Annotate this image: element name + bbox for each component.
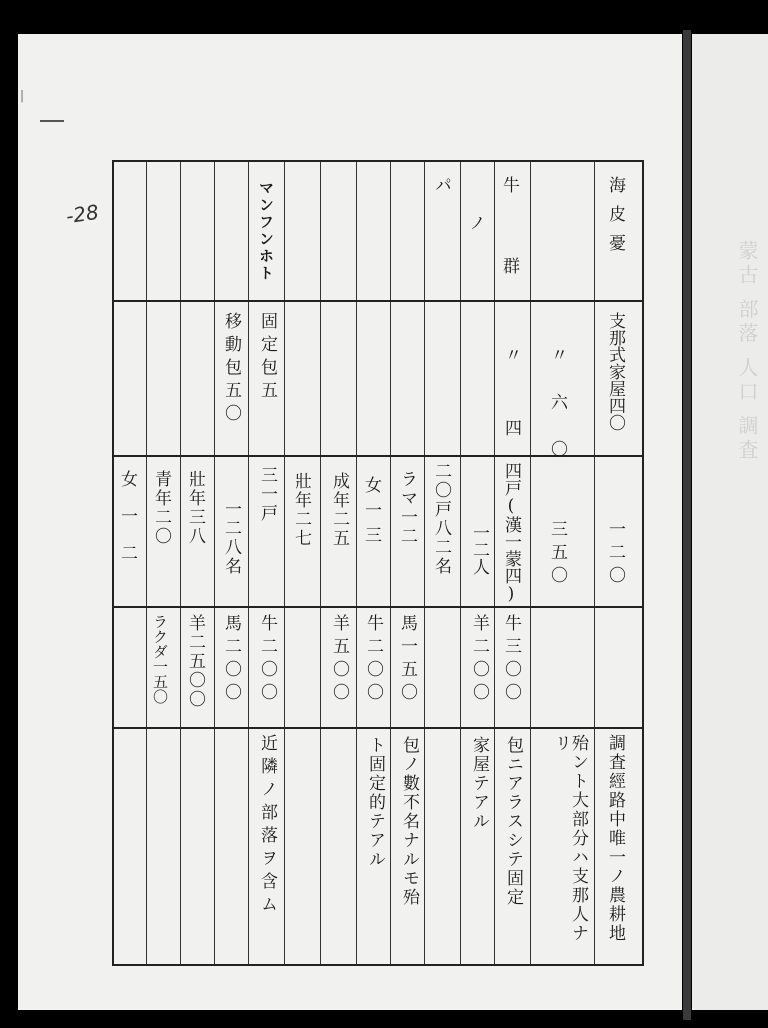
cell-livestock: 馬一五〇	[397, 614, 417, 706]
cell-population: 壯年三八	[185, 470, 205, 546]
cell-population: 一二八名	[221, 500, 241, 576]
cell-remarks: 近隣ノ部落ヲ含ム	[257, 734, 277, 918]
column-divider	[424, 162, 425, 964]
cell-dwelling: 支那式家屋四〇	[605, 312, 625, 431]
cell-population: 女一三	[361, 476, 381, 551]
cell-population: ラマ一二	[397, 470, 417, 546]
cell-population: 成年二五	[329, 472, 349, 548]
cell-population: 二〇戸八二名	[431, 462, 451, 576]
cell-remarks: 調査經路中唯一ノ農耕地	[605, 734, 625, 943]
column-divider	[180, 162, 181, 964]
cell-livestock: 牛二〇〇	[257, 614, 277, 706]
cell-remarks: ト固定的テアル	[365, 736, 385, 869]
row-divider	[112, 727, 644, 729]
cell-livestock: 馬二〇〇	[221, 614, 241, 706]
column-divider	[214, 162, 215, 964]
book-spine	[683, 30, 691, 1020]
cell-remarks: 家屋テアル	[469, 736, 489, 831]
page-number: -28	[64, 199, 101, 229]
cell-livestock: 羊二〇〇	[469, 614, 489, 706]
cell-livestock: 牛三〇〇	[501, 614, 521, 706]
cell-remarks: 包ニアラスシテ固定	[503, 736, 523, 907]
cell-dwelling: 固定包五	[257, 312, 277, 404]
cell-dwelling: 〃六〇	[547, 346, 567, 487]
facing-page-edge	[692, 34, 768, 1010]
cell-population: 一二人	[469, 524, 489, 575]
cell-population: 青年二〇	[151, 470, 171, 546]
cell-livestock: 羊五〇〇	[329, 614, 349, 706]
column-divider	[594, 162, 595, 964]
column-divider	[284, 162, 285, 964]
column-divider	[356, 162, 357, 964]
cell-remarks: 包ノ數不名ナルモ殆	[399, 736, 419, 907]
cell-names: パ	[431, 176, 451, 193]
column-divider	[320, 162, 321, 964]
cell-livestock: 羊二五〇〇	[185, 614, 205, 709]
cell-livestock: ラクダ一五〇	[151, 614, 169, 704]
cell-population: 壯年二七	[291, 472, 311, 548]
cell-remarks: 殆ント大部分ハ支那人ナリ	[551, 734, 588, 943]
cell-population: 三一戸	[257, 466, 277, 523]
row-divider	[112, 300, 644, 302]
cell-names: ノ	[465, 214, 485, 231]
margin-mark	[40, 120, 64, 122]
bleed-through-text: 蒙古 部落 人口 調査	[735, 240, 759, 464]
cell-population: 四戸(漢一蒙四)	[501, 462, 521, 604]
column-divider	[390, 162, 391, 964]
cell-names: マンフンホト	[257, 180, 275, 282]
cell-population: 一二〇	[605, 520, 625, 589]
margin-mark-text: |	[20, 88, 25, 102]
cell-dwelling: 〃四	[501, 346, 521, 492]
row-divider	[112, 606, 644, 608]
cell-population: 女一二	[117, 470, 137, 581]
cell-livestock: 牛二〇〇	[363, 614, 383, 706]
cell-names: 海皮憂	[605, 176, 625, 263]
column-divider	[146, 162, 147, 964]
column-divider	[494, 162, 495, 964]
cell-names: 牛群	[499, 176, 519, 338]
column-divider	[460, 162, 461, 964]
column-divider	[530, 162, 531, 964]
cell-dwelling: 移動包五〇	[221, 312, 241, 427]
cell-population: 三五〇	[547, 520, 567, 589]
column-divider	[248, 162, 249, 964]
